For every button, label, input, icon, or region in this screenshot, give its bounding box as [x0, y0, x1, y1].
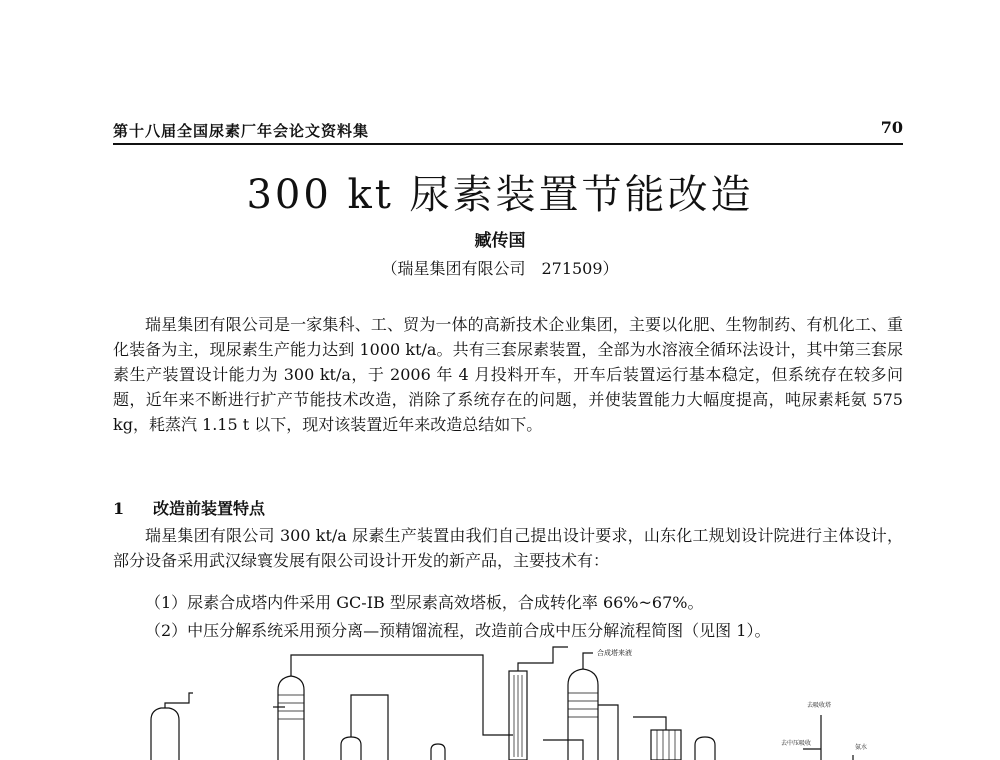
header-rule	[113, 143, 903, 145]
small-vessel	[341, 737, 361, 760]
pipe	[165, 693, 193, 708]
label-right-3: 氨水	[855, 744, 868, 751]
article-title: 300 kt 尿素装置节能改造	[246, 172, 754, 218]
pipe	[633, 717, 666, 730]
author: 臧传国	[474, 231, 526, 251]
page-number: 70	[880, 118, 903, 137]
separator-column	[278, 676, 304, 760]
pipe	[351, 695, 388, 760]
cooler	[651, 730, 681, 760]
vessel-left	[151, 708, 179, 760]
list-item: （1）尿素合成塔内件采用 GC-IB 型尿素高效塔板，合成转化率 66%~67%。	[145, 593, 704, 612]
intro-paragraph: 瑞星集团有限公司是一家集科、工、贸为一体的高新技术企业集团，主要以化肥、生物制药、有机化工、重化装备为主，现尿素生产能力达到 1000 kt/a。共有三套尿素装置，全部为水溶液全循环法设计，其中第三套尿素生产装置设计能力为 300 kt/a，于 2006 年 4 月投料开车，开车后装置运行基本稳定，但系统存在较多问题，近年来不断进行扩产节能技术改造，消除了系统存在的问题，并使装置能力大幅度提高，吨尿素耗氨 575 kg，耗蒸汽 1.15 t 以下，现对该装置近年来改造总结如下。	[113, 315, 903, 434]
pipe	[598, 705, 618, 760]
section-heading	[113, 496, 265, 519]
pipe	[291, 655, 513, 735]
pipe	[583, 653, 593, 669]
pipe	[543, 740, 583, 760]
tiny-vessel	[431, 744, 445, 760]
pipe	[518, 647, 568, 671]
running-header	[113, 118, 903, 142]
affiliation: （瑞星集团有限公司 271509）	[381, 259, 619, 278]
vessel-right	[695, 737, 715, 760]
list-item: （2）中压分解系统采用预分离—预精馏流程，改造前合成中压分解流程简图（见图 1）。	[145, 621, 771, 640]
section-paragraph: 瑞星集团有限公司 300 kt/a 尿素生产装置由我们自己提出设计要求，山东化工规划设计院进行主体设计，部分设备采用武汉绿寰发展有限公司设计开发的新产品，主要技术有：	[113, 526, 903, 570]
process-flow-diagram	[113, 645, 903, 760]
section-number: 1	[113, 499, 125, 518]
section-title: 改造前装置特点	[153, 499, 266, 518]
label-right-2: 去中压吸收	[781, 740, 812, 747]
label-right-1: 去吸收塔	[807, 702, 832, 709]
collection-title: 第十八届全国尿素厂年会论文资料集	[113, 122, 370, 140]
label-top: 合成塔来液	[597, 649, 632, 657]
